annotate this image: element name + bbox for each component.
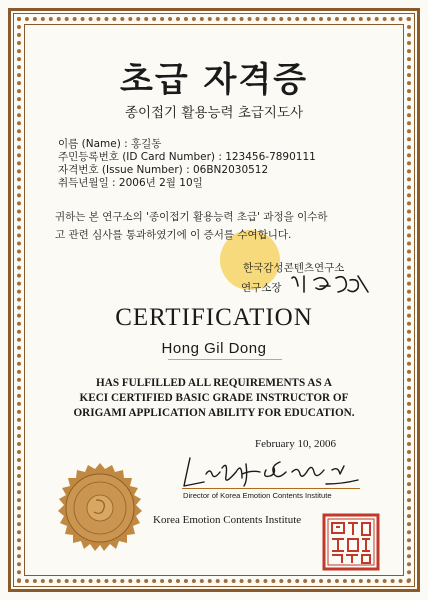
name-underline	[168, 359, 282, 360]
issue-date-en: February 10, 2006	[255, 438, 336, 450]
director-signature	[176, 454, 362, 492]
certification-heading: CERTIFICATION	[115, 304, 313, 331]
director-title-en: Director of Korea Emotion Contents Institute	[183, 491, 332, 500]
id-number-line: 주민등록번호 (ID Card Number) : 123456-7890111	[58, 151, 316, 163]
institute-name-ko: 한국감성콘텐츠연구소	[243, 262, 345, 274]
holder-name-en: Hong Gil Dong	[161, 340, 267, 357]
statement-line-3: ORIGAMI APPLICATION ABILITY FOR EDUCATION.	[73, 407, 355, 419]
gold-seal-icon	[54, 462, 146, 554]
red-seal-stamp-icon	[322, 513, 380, 571]
body-text-line-2: 고 관련 심사를 통과하였기에 이 증서를 수여합니다.	[55, 229, 292, 241]
director-label-ko: 연구소장	[241, 282, 282, 294]
certificate-subtitle-ko: 종이접기 활용능력 초급지도사	[124, 105, 304, 121]
statement-line-1: HAS FULFILLED ALL REQUIREMENTS AS A	[96, 377, 332, 389]
signature-line	[182, 488, 360, 489]
issue-number-line: 자격번호 (Issue Number) : 06BN2030512	[58, 164, 269, 176]
statement-en	[30, 376, 398, 421]
certificate-title-ko: 초급 자격증	[119, 60, 309, 100]
director-signature-ko	[286, 272, 376, 296]
acquired-date-line: 취득년월일 : 2006년 2월 10일	[58, 177, 203, 189]
body-text-line-1: 귀하는 본 연구소의 '종이접기 활용능력 초급' 과정을 이수하	[55, 211, 328, 223]
statement-line-2: KECI CERTIFIED BASIC GRADE INSTRUCTOR OF	[79, 392, 349, 404]
institute-name-en: Korea Emotion Contents Institute	[153, 514, 302, 526]
holder-name-line: 이름 (Name) : 홍길동	[58, 138, 162, 150]
